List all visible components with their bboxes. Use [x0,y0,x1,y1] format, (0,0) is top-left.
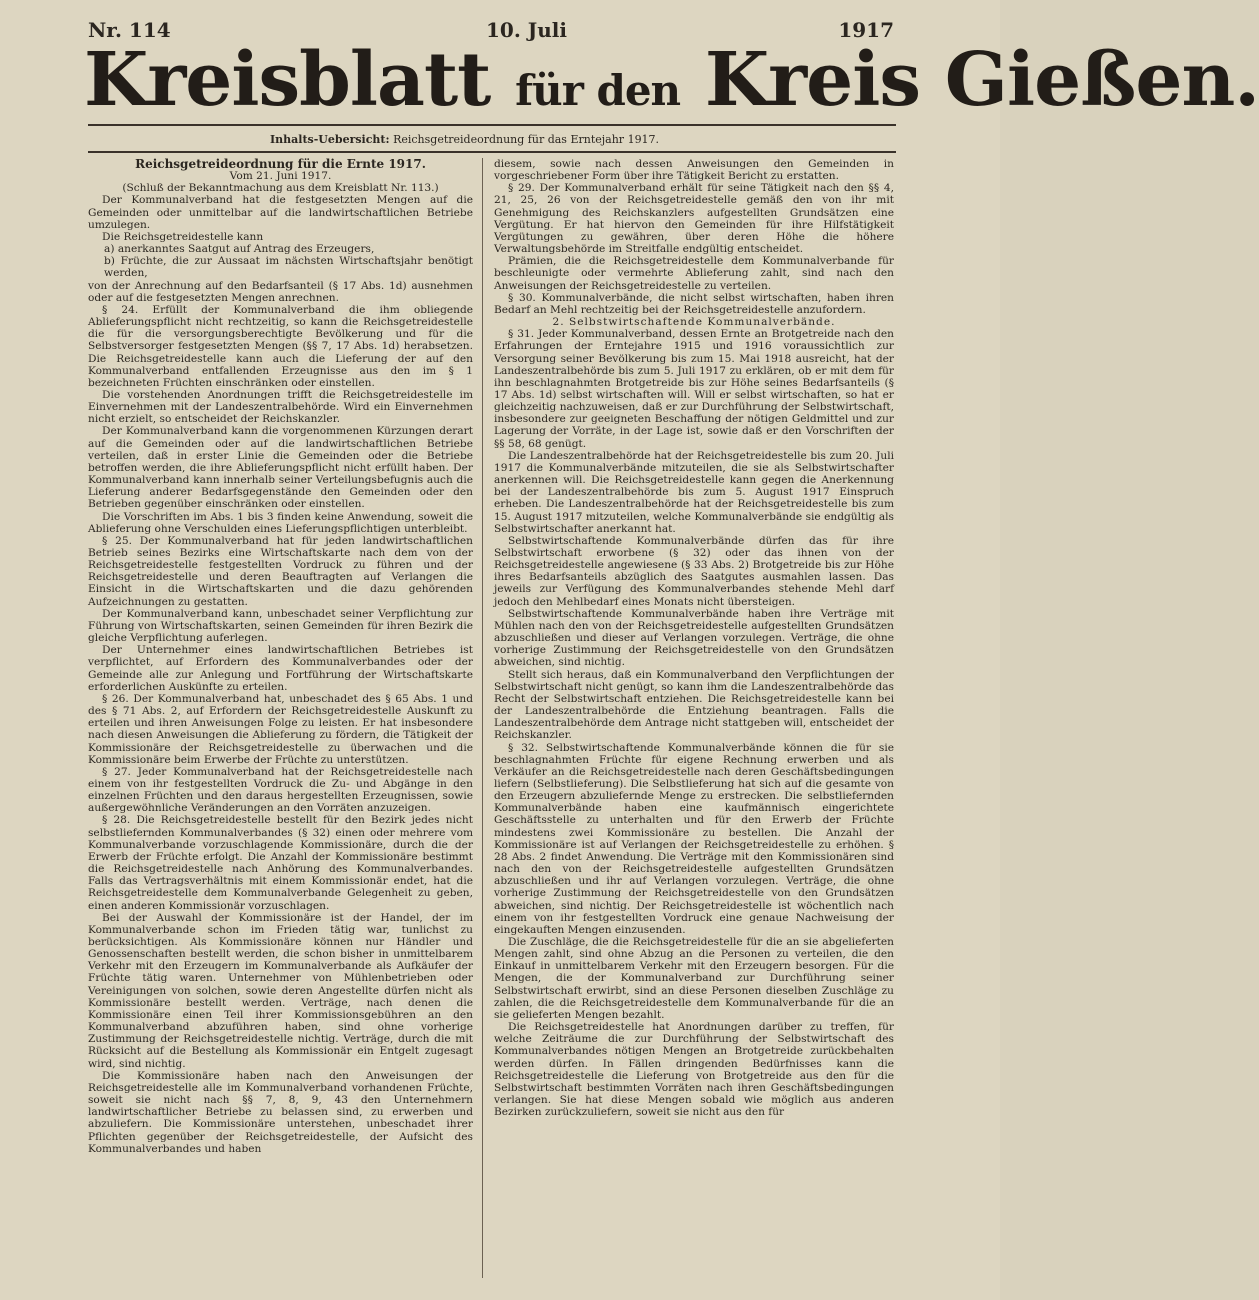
issue-year: 1917 [838,18,894,42]
article-paragraph: Stellt sich heraus, daß ein Kommunalverband den Verpflichtungen der Selbstwirtschaft nicht genügt, so kann ihm die Landeszentralbehörde das Recht der Selbstwirtschaft entziehen. Die Reichsgetreidestelle kann bei der Landeszentralbehörde die Entziehung beantragen. Falls die Landeszentralbehörde dem Antrage nicht stattgeben will, entscheidet der Reichskanzler. [494,668,894,742]
article-note: (Schluß der Bekanntmachung aus dem Kreisblatt Nr. 113.) [122,182,439,195]
article-paragraph: 2. Selbstwirtschaftende Kommunalverbände. [552,316,836,329]
article-paragraph: § 27. Jeder Kommunalverband hat der Reichsgetreidestelle nach einem von ihr festgestellten Vordruck die Zu- und Abgänge in den einzelnen Früchten und den daraus hergestellten Erzeugnissen, sowie außergewöhnliche Veränderungen an den Vorräten anzuzeigen. [88,765,473,815]
article-paragraph: Der Kommunalverband kann, unbeschadet seiner Verpflichtung zur Führung von Wirtschaftskarten, seinen Gemeinden für ihren Bezirk die gleiche Verpflichtung auferlegen. [88,607,473,645]
article-paragraph: Selbstwirtschaftende Kommunalverbände dürfen das für ihre Selbstwirtschaft erworbene (§ 32) oder das ihnen von der Reichsgetreidestelle angewiesene (§ 33 Abs. 2) Brotgetreide bis zur Höhe ihres Bedarfsanteils abzüglich des Saatgutes ausmahlen lassen. Das jeweils zur Verfügung des Kommunalverbandes stehende Mehl darf jedoch den Mehlbedarf eines Monats nicht übersteigen. [494,534,894,608]
article-title: Reichsgetreideordnung für die Ernte 1917. [135,157,426,171]
article-paragraph: Bei der Auswahl der Kommissionäre ist der Handel, der im Kommunalverbande schon im Frieden tätig war, tunlichst zu berücksichtigen. Als Kommissionäre können nur Händler und Genossenschaften bestellt werden, die schon bisher in unmittelbarem Verkehr mit den Erzeugern im Kommunalverbande als Aufkäufer der Früchte tätig waren. Unternehmer von Mühlenbetrieben oder Vereinigungen von solchen, sowie deren Angestellte dürfen nicht als Kommissionäre bestellt werden. Verträge, nach denen die Kommissionäre einen Teil ihrer Kommissionsgebühren an den Kommunalverband abzuführen haben, sind ohne vorherige Zustimmung der Reichsgetreidestelle nichtig. Verträge, durch die mit Rücksicht auf die Bestellung als Kommissionär ein Entgelt zugesagt wird, sind nichtig. [88,911,473,1070]
table-of-contents [270,130,659,150]
article-paragraph: Die Landeszentralbehörde hat der Reichsgetreidestelle bis zum 20. Juli 1917 die Kommunalverbände mitzuteilen, die sie als Selbstwirtschafter anerkennen will. Die Reichsgetreidestelle kann gegen die Anerkennung bei der Landeszentralbehörde bis zum 5. August 1917 Einspruch erheben. Die Landeszentralbehörde hat der Reichsgetreidestelle bis zum 15. August 1917 mitzuteilen, welche Kommunalverbände sie endgültig als Selbstwirtschafter anerkannt hat. [494,449,894,535]
issue-number: Nr. 114 [88,18,171,42]
title-part-2: für den [515,66,681,115]
masthead-rule-top [88,124,896,126]
article-paragraph: Die Reichsgetreidestelle kann [102,230,264,243]
article-paragraph: § 26. Der Kommunalverband hat, unbeschadet des § 65 Abs. 1 und des § 71 Abs. 2, auf Erfordern der Reichsgetreidestelle Auskunft zu erteilen und ihren Anweisungen Folge zu leisten. Er hat insbesondere nach diesen Anweisungen die Ablieferung zu fördern, die Tätigkeit der Kommissionäre der Reichsgetreidestelle zu überwachen und die Kommissionäre beim Erwerbe der Früchte zu unterstützen. [88,692,473,766]
article-paragraph: Prämien, die die Reichsgetreidestelle dem Kommunalverbande für beschleunigte oder vermehrte Ablieferung zahlt, sind nach den Anweisungen der Reichsgetreidestelle zu verteilen. [494,255,894,292]
article-paragraph: § 28. Die Reichsgetreidestelle bestellt für den Bezirk jedes nicht selbstliefernden Kommunalverbandes (§ 32) einen oder mehrere vom Kommunalverbande vorzuschlagende Kommissionäre, durch die der Erwerb der Früchte erfolgt. Die Anzahl der Kommissionäre bestimmt die Reichsgetreidestelle nach Anhörung des Kommunalverbandes. Falls das Vertragsverhältnis mit einem Kommissionär endet, hat die Reichsgetreidestelle dem Kommunalverbande Gelegenheit zu geben, einen anderen Kommissionär vorzuschlagen. [88,814,473,912]
article-paragraph: Die vorstehenden Anordnungen trifft die Reichsgetreidestelle im Einvernehmen mit der Landeszentralbehörde. Wird ein Einvernehmen nicht erzielt, so entscheidet der Reichskanzler. [88,388,473,426]
article-paragraph: Der Unternehmer eines landwirtschaftlichen Betriebes ist verpflichtet, auf Erfordern des Kommunalverbandes oder der Gemeinde alle zur Anlegung und Fortführung der Wirtschaftskarte erforderlichen Auskünfte zu erteilen. [88,644,473,693]
article-paragraph: Die Zuschläge, die die Reichsgetreidestelle für die an sie abgelieferten Mengen zahlt, sind ohne Abzug an die Personen zu verteilen, die den Einkauf in unmittelbarem Verkehr mit den Erzeugern besorgen. Für die Mengen, die der Kommunalverband zur Durchführung seiner Selbstwirtschaft erwirbt, sind an diese Personen dieselben Zuschläge zu zahlen, die die Reichsgetreidestelle dem Kommunalverbande für die an sie gelieferten Mengen bezahlt. [494,936,894,1021]
article-paragraph: § 29. Der Kommunalverband erhält für seine Tätigkeit nach den §§ 4, 21, 25, 26 von der Reichsgetreidestelle gemäß den von ihr mit Genehmigung des Reichskanzlers aufgestellten Grundsätzen eine Vergütung. Er hat hiervon den Gemeinden für ihre Hilfstätigkeit Vergütungen zu gewähren, über deren Höhe die höhere Verwaltungsbehörde im Streitfalle endgültig entscheidet. [494,182,894,256]
article-paragraph: Die Kommissionäre haben nach den Anweisungen der Reichsgetreidestelle alle im Kommunalverband vorhandenen Früchte, soweit sie nicht nach §§ 7, 8, 9, 43 den Unternehmern landwirtschaftlicher Betriebe zu belassen sind, zu erwerben und abzuliefern. Die Kommissionäre unterstehen, unbeschadet ihrer Pflichten gegenüber der Reichsgetreidestelle, der Aufsicht des Kommunalverbandes und haben [88,1069,473,1155]
left-column [88,158,473,1278]
right-column [494,158,894,1278]
newspaper-title [84,37,1259,123]
toc-text: Reichsgetreideordnung für das Erntejahr 1917. [393,133,660,146]
article-date: Vom 21. Juni 1917. [229,170,332,183]
article-paragraph: Die Vorschriften im Abs. 1 bis 3 finden keine Anwendung, soweit die Ablieferung ohne Verschulden eines Lieferungspflichtigen unterbleibt. [88,510,473,535]
article-paragraph: Selbstwirtschaftende Kommunalverbände haben ihre Verträge mit Mühlen nach den von der Reichsgetreidestelle aufgestellten Grundsätzen abzuschließen und dieser auf Verlangen vorzulegen. Verträge, die ohne vorherige Zustimmung der Reichsgetreidestelle von den Grundsätzen abweichen, sind nichtig. [494,607,894,669]
article-paragraph: § 32. Selbstwirtschaftende Kommunalverbände können die für sie beschlagnahmten Früchte für eigene Rechnung erwerben und als Verkäufer an die Reichsgetreidestelle nach deren Geschäftsbedingungen liefern (Selbstlieferung). Die Selbstlieferung hat sich auf die gesamte von den Erzeugern abzuliefernde Menge zu erstrecken. Die selbstliefernden Kommunalverbände haben eine kaufmännisch eingerichtete Geschäftsstelle zu unterhalten und für den Erwerb der Früchte mindestens zwei Kommissionäre zu bestellen. Die Anzahl der Kommissionäre ist auf Verlangen der Reichsgetreidestelle zu erhöhen. § 28 Abs. 2 findet Anwendung. Die Verträge mit den Kommissionären sind nach den von der Reichsgetreidestelle aufgestellten Grundsätzen abzuschließen und ihr auf Verlangen vorzulegen. Verträge, die ohne vorherige Zustimmung der Reichsgetreidestelle von den Grundsätzen abweichen, sind nichtig. Der Reichsgetreidestelle ist wöchentlich nach einem von ihr festgestellten Vordruck eine genaue Nachweisung der eingekauften Mengen einzusenden. [494,741,894,936]
article-paragraph: Der Kommunalverband kann die vorgenommenen Kürzungen derart auf die Gemeinden oder auf die landwirtschaftlichen Betriebe verteilen, daß in erster Linie die Gemeinden oder die Betriebe betroffen werden, die ihre Ablieferungspflicht nicht erfüllt haben. Der Kommunalverband kann innerhalb seiner Verteilungsbefugnis auch die Lieferung anderer Bedarfsgegenstände den Gemeinden oder den Betrieben gegenüber einschränken oder einstellen. [88,425,473,511]
article-paragraph: Die Reichsgetreidestelle hat Anordnungen darüber zu treffen, für welche Zeiträume die zur Durchführung der Selbstwirtschaft des Kommunalverbandes nötigen Mengen an Brotgetreide zurückbehalten werden dürfen. In Fällen dringenden Bedürfnisses kann die Reichsgetreidestelle die Lieferung von Brotgetreide aus den für die Selbstwirtschaft bestimmten Vorräten nach ihren Geschäftsbedingungen verlangen. Sie hat diese Mengen sobald wie möglich aus anderen Bezirken zurückzuliefern, soweit sie nicht aus den für [494,1021,894,1119]
article-paragraph: § 30. Kommunalverbände, die nicht selbst wirtschaften, haben ihren Bedarf an Mehl rechtzeitig bei der Reichsgetreidestelle anzufordern. [494,291,894,316]
masthead-rule-bottom [88,151,896,153]
toc-label: Inhalts-Uebersicht: [270,133,390,146]
article-paragraph: § 31. Jeder Kommunalverband, dessen Ernte an Brotgetreide nach den Erfahrungen der Erntejahre 1915 und 1916 voraussichtlich zur Versorgung seiner Bevölkerung bis zum 15. Mai 1918 ausreicht, hat der Landeszentralbehörde bis zum 5. Juli 1917 zu erklären, ob er mit dem für ihn beschlagnahmten Brotgetreide bis zur Höhe seines Bedarfsanteils (§ 17 Abs. 1d) selbst wirtschaften will. Will er selbst wirtschaften, so hat er gleichzeitig nachzuweisen, daß er zur Durchführung der Selbstwirtschaft, insbesondere zur geeigneten Beschaffung der nötigen Geldmittel und zur Lagerung der Vorräte, in der Lage ist, sowie daß er den Vorschriften der §§ 58, 68 genügt. [494,328,894,450]
column-divider [482,158,483,1278]
article-paragraph: § 25. Der Kommunalverband hat für jeden landwirtschaftlichen Betrieb seines Bezirks eine Wirtschaftskarte nach dem von der Reichsgetreidestelle festgestellten Vordruck zu führen und der Reichsgetreidestelle und deren Beauftragten auf Verlangen die Einsicht in die Wirtschaftskarten und die dazu gehörenden Aufzeichnungen zu gestatten. [88,534,473,608]
article-paragraph: b) Früchte, die zur Aussaat im nächsten Wirtschaftsjahr benötigt werden, [104,255,473,280]
article-paragraph: a) anerkanntes Saatgut auf Antrag des Erzeugers, [104,243,375,256]
title-part-3: Kreis Gießen. [704,37,1259,123]
title-part-1: Kreisblatt [84,37,491,123]
issue-date: 10. Juli [486,18,567,42]
article-paragraph: Der Kommunalverband hat die festgesetzten Mengen auf die Gemeinden oder unmittelbar auf die landwirtschaftlichen Betriebe umzulegen. [88,194,473,231]
article-paragraph: von der Anrechnung auf den Bedarfsanteil (§ 17 Abs. 1d) ausnehmen oder auf die festgesetzten Mengen anrechnen. [88,279,473,304]
article-paragraph: diesem, sowie nach dessen Anweisungen den Gemeinden in vorgeschriebener Form über ihre Tätigkeit Bericht zu erstatten. [494,158,894,183]
article-paragraph: § 24. Erfüllt der Kommunalverband die ihm obliegende Ablieferungspflicht nicht rechtzeitig, so kann die Reichsgetreidestelle die für die versorgungsberechtigte Bevölkerung und für die Selbstversorger festgesetzten Mengen (§§ 7, 17 Abs. 1d) herabsetzen. Die Reichsgetreidestelle kann auch die Lieferung der auf den Kommunalverband entfallenden Erzeugnisse aus den im § 1 bezeichneten Früchten einschränken oder einstellen. [88,303,473,389]
